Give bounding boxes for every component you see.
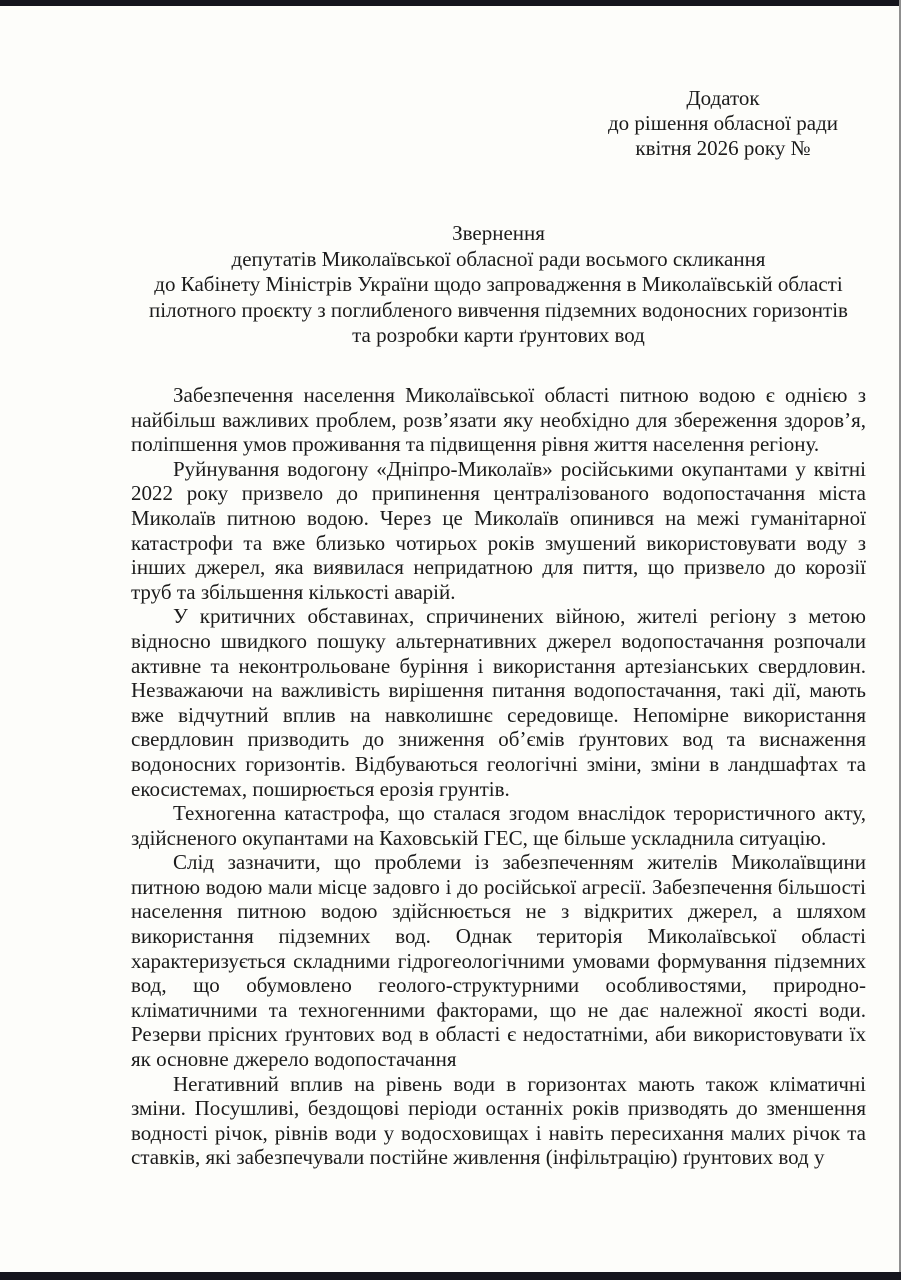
- title-line-2: депутатів Миколаївської обласної ради восьмого скликання: [231, 246, 766, 271]
- scan-artifact-top-bar: [0, 0, 901, 6]
- document-body: [131, 383, 866, 1170]
- document-title: [131, 221, 866, 349]
- paragraph-4: Техногенна катастрофа, що сталася згодом внаслідок терористичного акту, здійсненого окупантами на Каховській ГЕС, ще більше ускладнила ситуацію.: [131, 801, 866, 850]
- paragraph-3: У критичних обставинах, спричинених війною, жителі регіону з метою відносно швидкого пошуку альтернативних джерел водопостачання розпочали активне та неконтрольоване буріння і використання артезіанських свердловин. Незважаючи на важливість вирішення питання водопостачання, такі дії, мають вже відчутний вплив на навколишнє середовище. Непомірне використання свердловин призводить до зниження об’ємів ґрунтових вод та виснаження водоносних горизонтів. Відбуваються геологічні зміни, зміни в ландшафтах та екосистемах, поширюється ерозія грунтів.: [131, 604, 866, 801]
- paragraph-5: Слід зазначити, що проблеми із забезпеченням жителів Миколаївщини питною водою мали місце задовго і до російської агресії. Забезпечення більшості населення питною водою здійснюється не з відкритих джерел, а шляхом використання підземних вод. Однак територія Миколаївської області характеризується складними гідрогеологічними умовами формування підземних вод, що обумовлено геолого-структурними особливостями, природно-кліматичними та техногенними факторами, що не дає належної якості води. Резерви прісних ґрунтових вод в області є недостатніми, аби використовувати їх як основне джерело водопостачання: [131, 850, 866, 1072]
- annex-reference-block: [592, 86, 854, 161]
- paragraph-2: Руйнування водогону «Дніпро-Миколаїв» російськими окупантами у квітні 2022 року призвело до припинення централізованого водопостачання міста Миколаїв питною водою. Через це Миколаїв опинився на межі гуманітарної катастрофи та вже близько чотирьох років змушений використовувати воду з інших джерел, яка виявилася непридатною для пиття, що призвело до корозії труб та збільшення кількості аварій.: [131, 456, 866, 604]
- annex-line-3: квітня 2026 року №: [635, 136, 811, 160]
- title-line-1: Звернення: [452, 221, 545, 245]
- paragraph-6: Негативний вплив на рівень води в горизонтах мають також кліматичні зміни. Посушливі, бездощові періоди останніх років призводять до зменшення водності річок, рівнів води у водосховищах і навіть пересихання малих річок та ставків, які забезпечували постійне живлення (інфільтрацію) ґрунтових вод у: [131, 1071, 866, 1170]
- title-line-3: до Кабінету Міністрів України щодо запровадження в Миколаївській області: [154, 272, 843, 296]
- annex-line-2: до рішення обласної ради: [608, 111, 838, 135]
- annex-line-1: Додаток: [686, 86, 760, 110]
- scan-artifact-bottom-bar: [0, 1272, 901, 1280]
- paragraph-1: Забезпечення населення Миколаївської області питною водою є однією з найбільш важливих проблем, розв’язати яку необхідно для збереження здоров’я, поліпшення умов проживання та підвищення рівня життя населення регіону.: [131, 383, 866, 457]
- title-line-5: та розробки карти ґрунтових вод: [352, 323, 645, 347]
- title-line-4: пілотного проєкту з поглибленого вивчення підземних водоносних горизонтів: [149, 297, 848, 322]
